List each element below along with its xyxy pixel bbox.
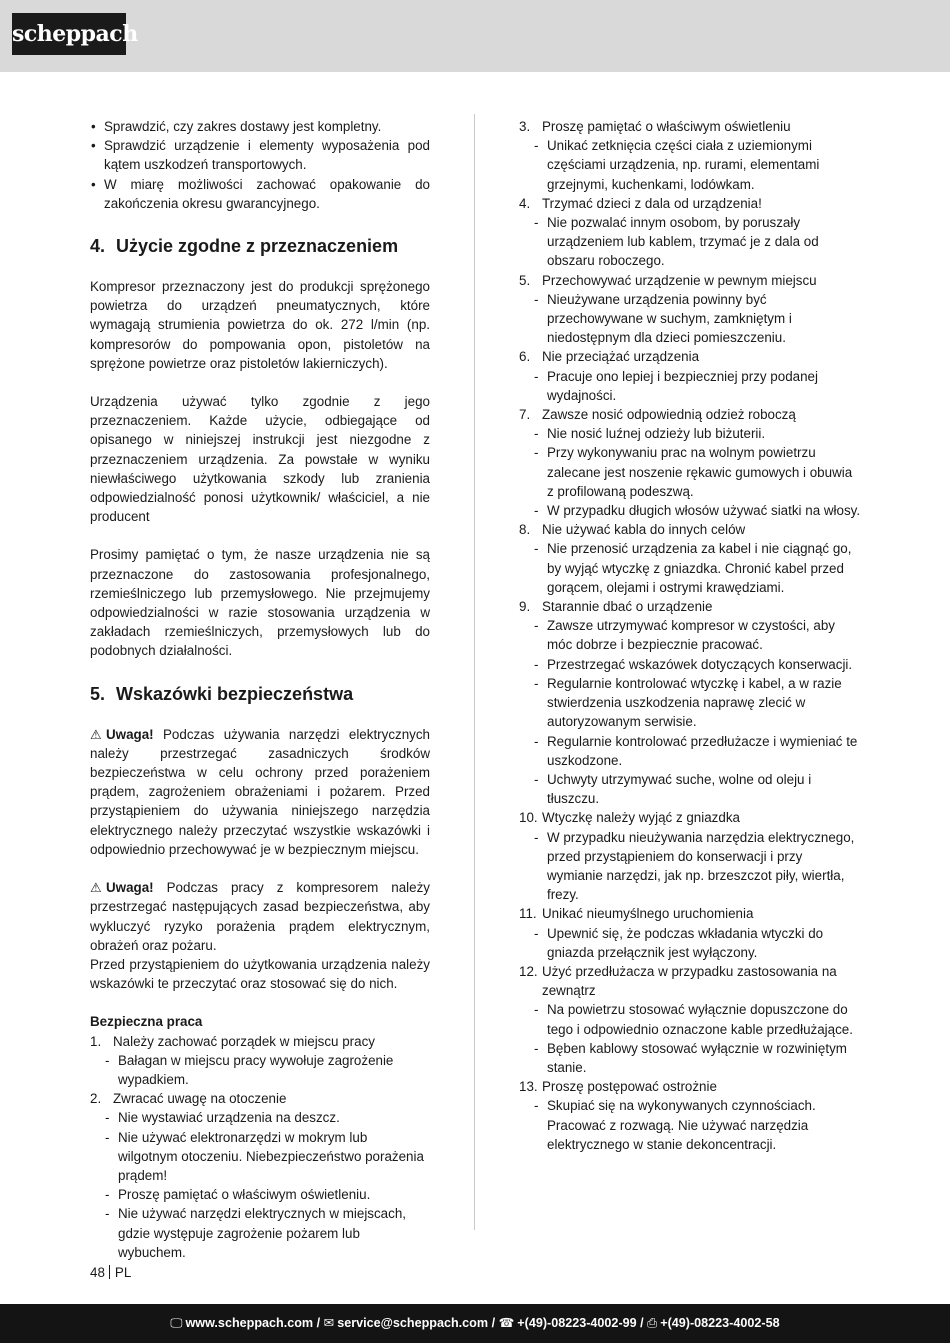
item-number: 13.	[519, 1079, 538, 1095]
numbered-item	[519, 597, 861, 616]
item-title: Zawsze nosić odpowiednią odzież roboczą	[542, 407, 796, 423]
sub-item-text: Nie używać elektronarzędzi w mokrym lub wilgotnym otoczeniu. Niebezpieczeństwo porażenia prądem!	[118, 1129, 424, 1183]
paragraph: Kompresor przeznaczony jest do produkcji sprężonego powietrza do urządzeń pneumatycznych, które wymagają strumienia powietrza do ok. 272 l/min (np. kompresorów do pompowania opon, pistoletów na sprężone powietrze oraz pistoletów lakierniczych).	[90, 279, 430, 371]
sub-item-text: Nie nosić luźnej odzieży lub biżuterii.	[547, 426, 766, 442]
item-number: 9.	[519, 599, 531, 615]
warning-paragraph	[90, 725, 430, 859]
safety-list	[90, 1032, 430, 1262]
sub-item-text: Regularnie kontrolować przedłużacze i wymieniać te uszkodzone.	[547, 733, 858, 768]
numbered-item	[519, 405, 861, 424]
page-header	[0, 0, 950, 72]
item-number: 12.	[519, 963, 538, 979]
sub-item: - Nie pozwalać innym osobom, by poruszały urządzeniem lub kablem, trzymać je z dala od obszaru roboczego.	[534, 215, 819, 269]
section-5-heading	[90, 683, 430, 705]
numbered-item	[90, 1089, 430, 1108]
item-title: Nie przeciążać urządzenia	[542, 349, 700, 365]
sub-item: - Proszę pamiętać o właściwym oświetleniu.	[105, 1187, 371, 1203]
sub-item: - Przy wykonywaniu prac na wolnym powietrzu zalecane jest noszenie rękawic gumowych i obuwia z profilowaną podeszwą.	[534, 445, 853, 499]
sub-item-text: Bęben kablowy stosować wyłącznie w rozwiniętym stanie.	[547, 1040, 847, 1075]
sub-item-text: Proszę pamiętać o właściwym oświetleniu.	[118, 1187, 371, 1203]
sub-item-text: Skupiać się na wykonywanych czynnościach. Pracować z rozwagą. Nie używać narzędzia elektrycznego w stanie dekoncentracji.	[547, 1098, 816, 1152]
section-title: Użycie zgodne z przeznaczeniem	[116, 236, 399, 257]
sub-item: - Nie używać elektronarzędzi w mokrym lub wilgotnym otoczeniu. Niebezpieczeństwo porażenia prądem!	[105, 1129, 424, 1183]
footer-fax: +(49)-08223-4002-58	[660, 1316, 780, 1330]
monitor-icon: 🖵	[170, 1316, 183, 1330]
item-number: 10.	[519, 810, 538, 826]
fax-icon: ⎙	[647, 1316, 658, 1330]
item-title: Proszę pamiętać o właściwym oświetleniu	[542, 119, 791, 134]
item-number: 7.	[519, 407, 531, 423]
sub-item: - Na powietrzu stosować wyłącznie dopuszczone do tego i odpowiednio oznaczone kable przedłużające.	[534, 1002, 853, 1037]
sub-item-text: Nie wystawiać urządzenia na deszcz.	[118, 1110, 340, 1126]
sub-item-text: Unikać zetknięcia części ciała z uziemionymi częściami urządzenia, np. rurami, elementami grzejnymi, kuchenkami, lodówkam.	[547, 138, 820, 192]
sub-item: - Przestrzegać wskazówek dotyczących konserwacji.	[534, 656, 853, 672]
warning-label: Uwaga!	[106, 726, 154, 742]
sub-item: - Regularnie kontrolować wtyczkę i kabel, a w razie stwierdzenia uszkodzenia naprawę zlecić w autoryzowanym serwisie.	[534, 675, 842, 730]
item-number: 4.	[519, 195, 531, 211]
warning-icon: ⚠	[90, 880, 102, 896]
paragraph: Prosimy pamiętać o tym, że nasze urządzenia nie są przeznaczone do zastosowania profesjonalnego, rzemieślniczego lub przemysłowego. Nie przejmujemy odpowiedzialności w razie stosowania urządzenia w zakładach rzemieślniczych, przemysłowych lub do podobnych działalności.	[90, 547, 430, 659]
sub-item-text: W przypadku długich włosów używać siatki na włosy.	[547, 503, 861, 519]
numbered-item	[519, 1077, 861, 1096]
warning-text: Podczas używania narzędzi elektrycznych należy przestrzegać zasadniczych środków bezpieczeństwa w celu ochrony przed porażeniem prądem, zagrożeniem obrażeniami i pożarem. Przed przystąpieniem do używania niniejszego narzędzia elektrycznego należy przeczytać wszystkie wskazówki i odpowiednio przechowywać je w bezpiecznym miejscu.	[90, 726, 430, 857]
item-title: Należy zachować porządek w miejscu pracy	[113, 1033, 375, 1049]
sub-item: - Nie nosić luźnej odzieży lub biżuterii.	[534, 426, 766, 442]
item-number: 11.	[519, 906, 537, 922]
item-title: Nie używać kabla do innych celów	[542, 522, 746, 538]
sub-item-text: Nieużywane urządzenia powinny być przechowywane w suchym, zamkniętym i niedostępnym dla dzieci pomieszczeniu.	[547, 291, 792, 346]
sub-item: - Nie używać narzędzi elektrycznych w miejscach, gdzie występuje zagrożenie pożarem lub wybuchem.	[105, 1206, 406, 1260]
sub-item-text: Nie używać narzędzi elektrycznych w miejscach, gdzie występuje zagrożenie pożarem lub wybuchem.	[118, 1206, 406, 1260]
page-number-value: 48	[90, 1265, 105, 1280]
item-title: Przechowywać urządzenie w pewnym miejscu	[542, 272, 817, 288]
warning-text: Podczas pracy z kompresorem należy przestrzegać następujących zasad bezpieczeństwa, aby wykluczyć ryzyko porażenia prądem elektrycznym, obrażeń oraz pożaru.	[90, 880, 430, 953]
sub-item-text: Bałagan w miejscu pracy wywołuje zagrożenie wypadkiem.	[118, 1052, 394, 1087]
sub-item: - Uchwyty utrzymywać suche, wolne od oleju i tłuszczu.	[534, 771, 812, 807]
item-title: Unikać nieumyślnego uruchomienia	[542, 906, 754, 922]
paragraph: Urządzenia używać tylko zgodnie z jego przeznaczeniem. Każde użycie, odbiegające od opisanego w niniejszej instrukcji jest niezgodne z przeznaczeniem urządzenia. Za powstałe w wyniku niewłaściwego użytkowania szkody lub zranienia odpowiedzialność ponosi użytkownik/ właściciel, a nie producent	[90, 394, 430, 525]
sub-item-text: Na powietrzu stosować wyłącznie dopuszczone do tego i odpowiednio oznaczone kable przedłużające.	[547, 1002, 853, 1037]
sub-item: - Nie przenosić urządzenia za kabel i nie ciągnąć go, by wyjąć wtyczkę z gniazdka. Chronić kabel przed gorącem, olejami i ostrymi krawędziami.	[534, 541, 852, 595]
numbered-item	[519, 520, 861, 539]
page-footer	[0, 1304, 950, 1343]
safety-list	[519, 117, 861, 1154]
page-language: PL	[114, 1265, 132, 1280]
item-number: 5.	[519, 272, 531, 288]
sub-item: - Bęben kablowy stosować wyłącznie w rozwiniętym stanie.	[534, 1040, 847, 1075]
numbered-item	[519, 808, 861, 827]
item-number: 6.	[519, 349, 531, 365]
numbered-item	[519, 904, 861, 923]
section-number: 5.	[90, 683, 106, 704]
sub-item-text: Przy wykonywaniu prac na wolnym powietrzu zalecane jest noszenie rękawic gumowych i obuwia z profilowaną podeszwą.	[547, 445, 853, 499]
warning-label: Uwaga!	[106, 880, 154, 896]
item-title: Wtyczkę należy wyjąć z gniazdka	[542, 810, 740, 826]
sub-item-text: Regularnie kontrolować wtyczkę i kabel, a w razie stwierdzenia uszkodzenia naprawę zlecić w autoryzowanym serwisie.	[547, 675, 842, 730]
numbered-item	[90, 1032, 430, 1051]
item-number: 3.	[519, 119, 531, 134]
page-number	[90, 1264, 131, 1282]
sub-item-text: Nie pozwalać innym osobom, by poruszały urządzeniem lub kablem, trzymać je z dala od obszaru roboczego.	[547, 215, 819, 269]
sub-item-text: Zawsze utrzymywać kompresor w czystości, aby móc dobrze i bezpiecznie pracować.	[547, 618, 835, 653]
sub-item: - W przypadku nieużywania narzędzia elektrycznego, przed przystąpieniem do konserwacji i przy wymianie narzędzi, jak np. brzeszczot piły, wiertła, frezy.	[534, 829, 855, 903]
sub-item: - Unikać zetknięcia części ciała z uziemionymi częściami urządzenia, np. rurami, elementami grzejnymi, kuchenkami, lodówkam.	[534, 138, 820, 192]
list-item: • W miarę możliwości zachować opakowanie do zakończenia okresu gwarancyjnego.	[90, 175, 430, 213]
column-divider	[474, 114, 475, 1230]
numbered-item	[519, 962, 861, 1000]
footer-mail: service@scheppach.com /	[337, 1316, 496, 1330]
section-4-heading	[90, 235, 430, 257]
sub-item: - W przypadku długich włosów używać siatki na włosy.	[534, 503, 861, 519]
sub-item: - Zawsze utrzymywać kompresor w czystości, aby móc dobrze i bezpiecznie pracować.	[534, 618, 835, 653]
item-number: 1.	[90, 1033, 102, 1049]
sub-item: - Regularnie kontrolować przedłużacze i wymieniać te uszkodzone.	[534, 733, 858, 768]
sub-item: - Pracuje ono lepiej i bezpieczniej przy podanej wydajności.	[534, 368, 818, 403]
section-number: 4.	[90, 236, 106, 257]
warning-paragraph	[90, 878, 430, 955]
warning-icon: ⚠	[90, 726, 102, 742]
sub-item: - Skupiać się na wykonywanych czynnościach. Pracować z rozwagą. Nie używać narzędzia elektrycznego w stanie dekoncentracji.	[534, 1098, 816, 1152]
left-column	[90, 117, 430, 1262]
section-title: Wskazówki bezpieczeństwa	[116, 683, 354, 704]
sub-item-text: Upewnić się, że podczas wkładania wtyczki do gniazda przełącznik jest wyłączony.	[547, 925, 824, 960]
item-title: Proszę postępować ostrożnie	[542, 1079, 717, 1095]
sub-item-text: Nie przenosić urządzenia za kabel i nie ciągnąć go, by wyjąć wtyczkę z gniazdka. Chronić kabel przed gorącem, olejami i ostrymi krawędziami.	[547, 541, 852, 595]
item-title: Użyć przedłużacza w przypadku zastosowania na zewnątrz	[542, 963, 837, 999]
sub-item: - Nieużywane urządzenia powinny być przechowywane w suchym, zamkniętym i niedostępnym dla dzieci pomieszczeniu.	[534, 291, 792, 346]
numbered-item	[519, 271, 861, 290]
subheading: Bezpieczna praca	[90, 1014, 203, 1030]
item-number: 2.	[90, 1091, 102, 1107]
numbered-item	[519, 117, 861, 136]
phone-icon: ☎	[498, 1316, 515, 1330]
sub-item-text: Przestrzegać wskazówek dotyczących konserwacji.	[547, 656, 853, 672]
right-column	[519, 117, 861, 1154]
item-title: Zwracać uwagę na otoczenie	[113, 1091, 287, 1107]
footer-phone: +(49)-08223-4002-99 /	[517, 1316, 644, 1330]
paragraph: Przed przystąpieniem do użytkowania urządzenia należy wskazówki te przeczytać oraz stosować się do nich.	[90, 956, 430, 992]
sub-item-text: W przypadku nieużywania narzędzia elektrycznego, przed przystąpieniem do konserwacji i przy wymianie narzędzi, jak np. brzeszczot piły, wiertła, frezy.	[547, 829, 855, 903]
sub-item: - Upewnić się, że podczas wkładania wtyczki do gniazda przełącznik jest wyłączony.	[534, 925, 824, 960]
sub-item-text: Pracuje ono lepiej i bezpieczniej przy podanej wydajności.	[547, 368, 818, 403]
footer-web: www.scheppach.com /	[185, 1316, 321, 1330]
sub-item-text: Uchwyty utrzymywać suche, wolne od oleju i tłuszczu.	[547, 771, 812, 807]
item-number: 8.	[519, 522, 531, 538]
list-item: • Sprawdzić, czy zakres dostawy jest kompletny.	[90, 117, 430, 136]
item-title: Starannie dbać o urządzenie	[542, 599, 713, 615]
list-item: • Sprawdzić urządzenie i elementy wyposażenia pod kątem uszkodzeń transportowych.	[90, 136, 430, 174]
scheppach-logo: scheppach	[12, 13, 126, 55]
sub-item: - Nie wystawiać urządzenia na deszcz.	[105, 1110, 340, 1126]
numbered-item	[519, 347, 861, 366]
sub-item: - Bałagan w miejscu pracy wywołuje zagrożenie wypadkiem.	[105, 1052, 394, 1087]
mail-icon: ✉	[323, 1316, 335, 1330]
item-title: Trzymać dzieci z dala od urządzenia!	[542, 195, 762, 211]
numbered-item	[519, 194, 861, 213]
